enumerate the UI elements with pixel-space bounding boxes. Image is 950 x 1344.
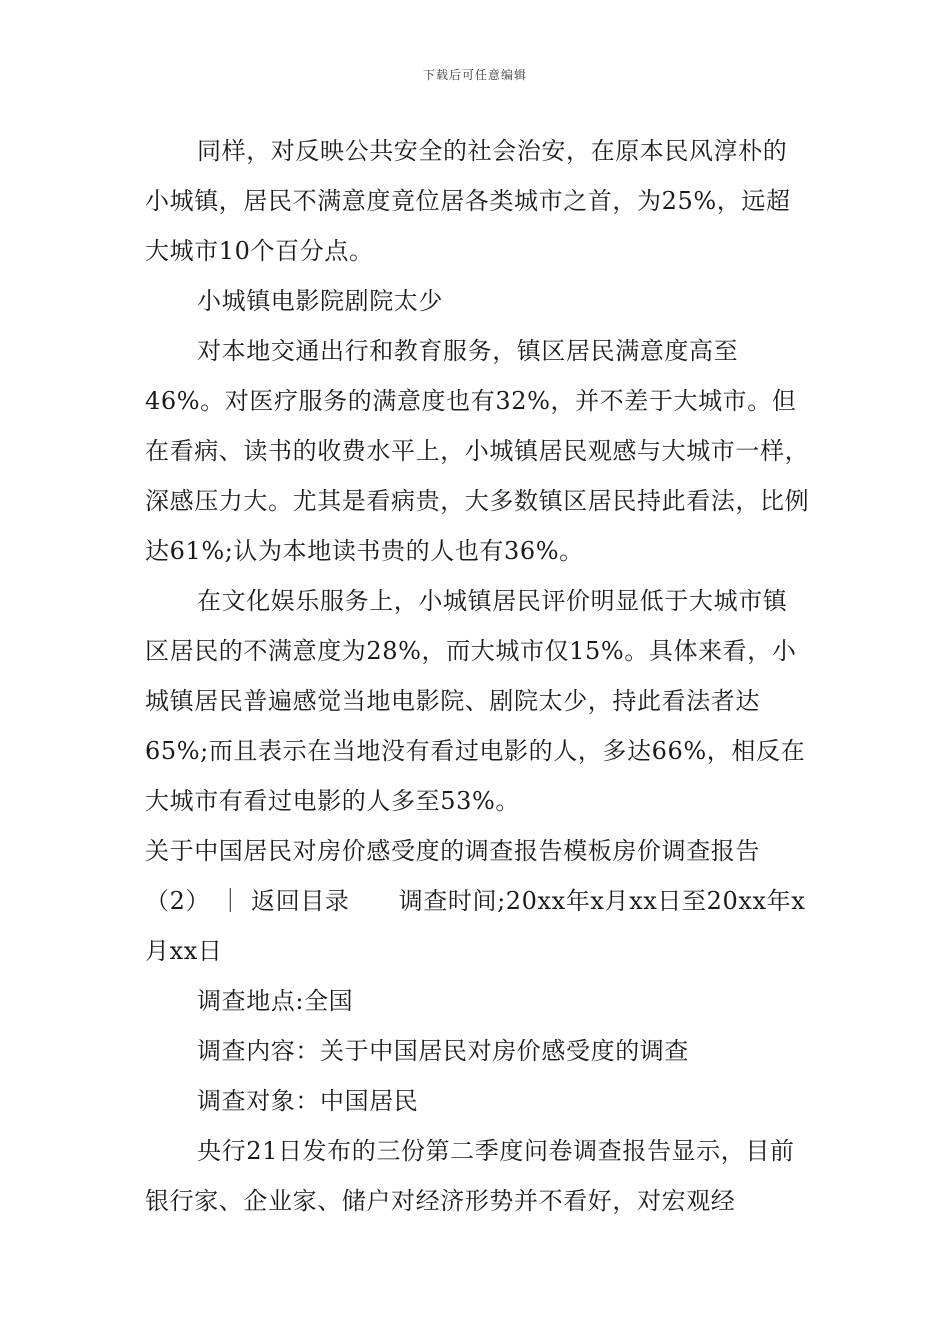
- page-header: 下载后可任意编辑: [422, 68, 527, 82]
- paragraph-culture-entertainment: 在文化娱乐服务上，小城镇居民评价明显低于大城市镇区居民的不满意度为28%，而大城市仅15%。具体来看，小城镇居民普遍感觉当地电影院、剧院太少，持此看法者达65%;而且表示在当地没有看过电影的人，多达66%，相反在大城市有看过电影的人多至53%。: [145, 587, 806, 815]
- paragraph-survey-target: 调查对象：中国居民: [197, 1087, 419, 1115]
- paragraph-public-safety: 同样，对反映公共安全的社会治安，在原本民风淳朴的小城镇，居民不满意度竟位居各类城市之首，为25%，远超大城市10个百分点。: [145, 137, 791, 265]
- paragraph-central-bank: 央行21日发布的三份第二季度问卷调查报告显示，目前银行家、企业家、储户对经济形势并不看好，对宏观经: [145, 1137, 795, 1215]
- paragraph-report-title: 关于中国居民对房价感受度的调查报告模板房价调查报告（2） ｜ 返回目录 调查时间;20xx年x月xx日至20xx年x月xx日: [145, 837, 806, 965]
- paragraph-survey-content: 调查内容：关于中国居民对房价感受度的调查: [197, 1037, 689, 1065]
- section-heading-cinema: 小城镇电影院剧院太少: [197, 287, 443, 315]
- paragraph-transport-education: 对本地交通出行和教育服务，镇区居民满意度高至46%。对医疗服务的满意度也有32%，并不差于大城市。但在看病、读书的收费水平上，小城镇居民观感与大城市一样，深感压力大。尤其是看病贵，大多数镇区居民持此看法，比例达61%;认为本地读书贵的人也有36%。: [145, 337, 810, 565]
- paragraph-survey-location: 调查地点:全国: [197, 987, 354, 1015]
- document-body: [145, 126, 810, 1226]
